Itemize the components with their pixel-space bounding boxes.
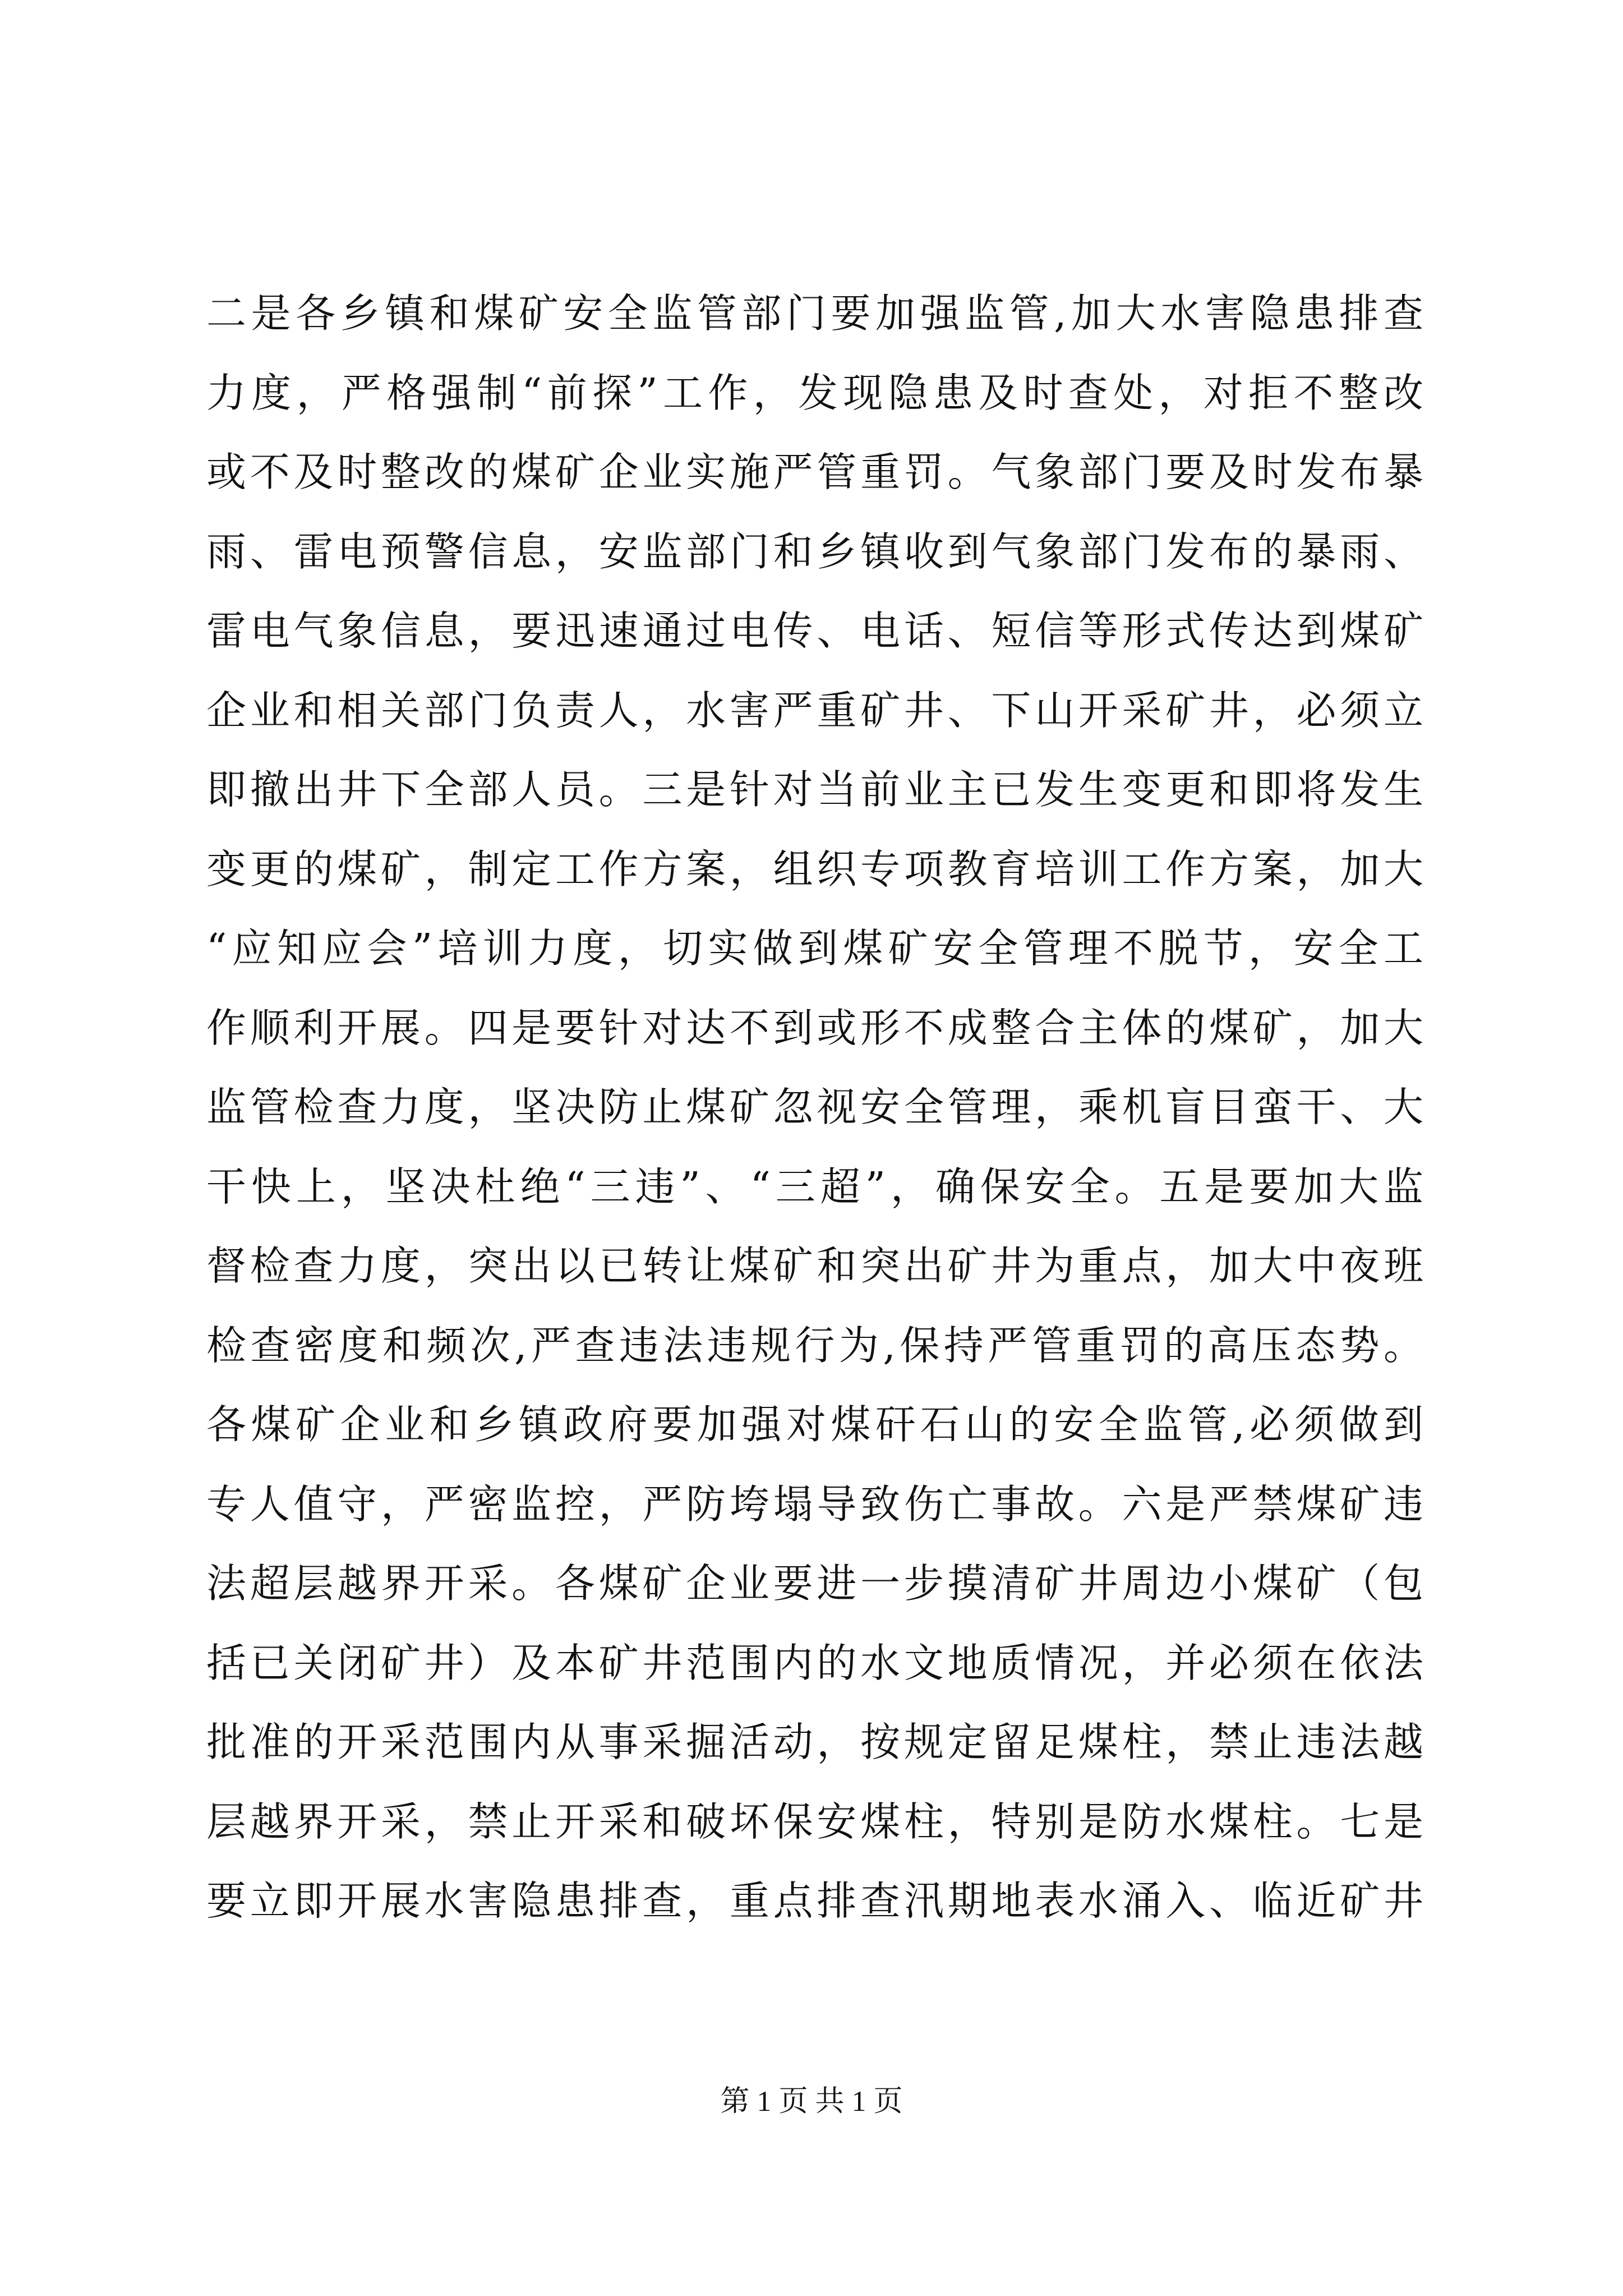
text-line: 二是各乡镇和煤矿安全监管部门要加强监管,加大水害隐患排查: [206, 290, 1423, 337]
text-line: 督检查力度，突出以已转让煤矿和突出矿井为重点，加大中夜班: [206, 1243, 1423, 1289]
text-line: 或不及时整改的煤矿企业实施严管重罚。气象部门要及时发布暴: [206, 449, 1423, 495]
text-line: 作顺利开展。四是要针对达不到或形不成整合主体的煤矿，加大: [206, 1004, 1423, 1051]
text-line: 监管检查力度，坚决防止煤矿忽视安全管理，乘机盲目蛮干、大: [206, 1084, 1423, 1130]
text-line: 层越界开采，禁止开采和破坏保安煤柱，特别是防水煤柱。七是: [206, 1798, 1423, 1845]
text-line: 即撤出井下全部人员。三是针对当前业主已发生变更和即将发生: [206, 766, 1423, 813]
text-line: 各煤矿企业和乡镇政府要加强对煤矸石山的安全监管,必须做到: [206, 1401, 1423, 1448]
text-line: 批准的开采范围内从事采掘活动，按规定留足煤柱，禁止违法越: [206, 1719, 1423, 1765]
page-number-footer: 第 1 页 共 1 页: [720, 2086, 903, 2118]
text-line: “应知应会”培训力度，切实做到煤矿安全管理不脱节，安全工: [206, 925, 1423, 972]
text-line: 要立即开展水害隐患排查，重点排查汛期地表水涌入、临近矿井: [206, 1878, 1423, 1924]
text-line: 法超层越界开采。各煤矿企业要进一步摸清矿井周边小煤矿（包: [206, 1560, 1423, 1607]
text-line: 力度，严格强制“前探”工作，发现隐患及时查处，对拒不整改: [206, 369, 1423, 416]
text-line: 干快上，坚决杜绝“三违”、“三超”，确保安全。五是要加大监: [206, 1163, 1423, 1210]
text-line: 括已关闭矿井）及本矿井范围内的水文地质情况，并必须在依法: [206, 1639, 1423, 1686]
text-line: 雨、雷电预警信息，安监部门和乡镇收到气象部门发布的暴雨、: [206, 528, 1423, 575]
text-line: 企业和相关部门负责人，水害严重矿井、下山开采矿井，必须立: [206, 687, 1423, 734]
text-line: 检查密度和频次,严查违法违规行为,保持严管重罚的高压态势。: [206, 1322, 1423, 1369]
text-line: 变更的煤矿，制定工作方案，组织专项教育培训工作方案，加大: [206, 845, 1423, 892]
body-paragraph: [206, 274, 1423, 1941]
text-line: 专人值守，严密监控，严防垮塌导致伤亡事故。六是严禁煤矿违: [206, 1480, 1423, 1527]
text-line: 雷电气象信息，要迅速通过电传、电话、短信等形式传达到煤矿: [206, 608, 1423, 654]
